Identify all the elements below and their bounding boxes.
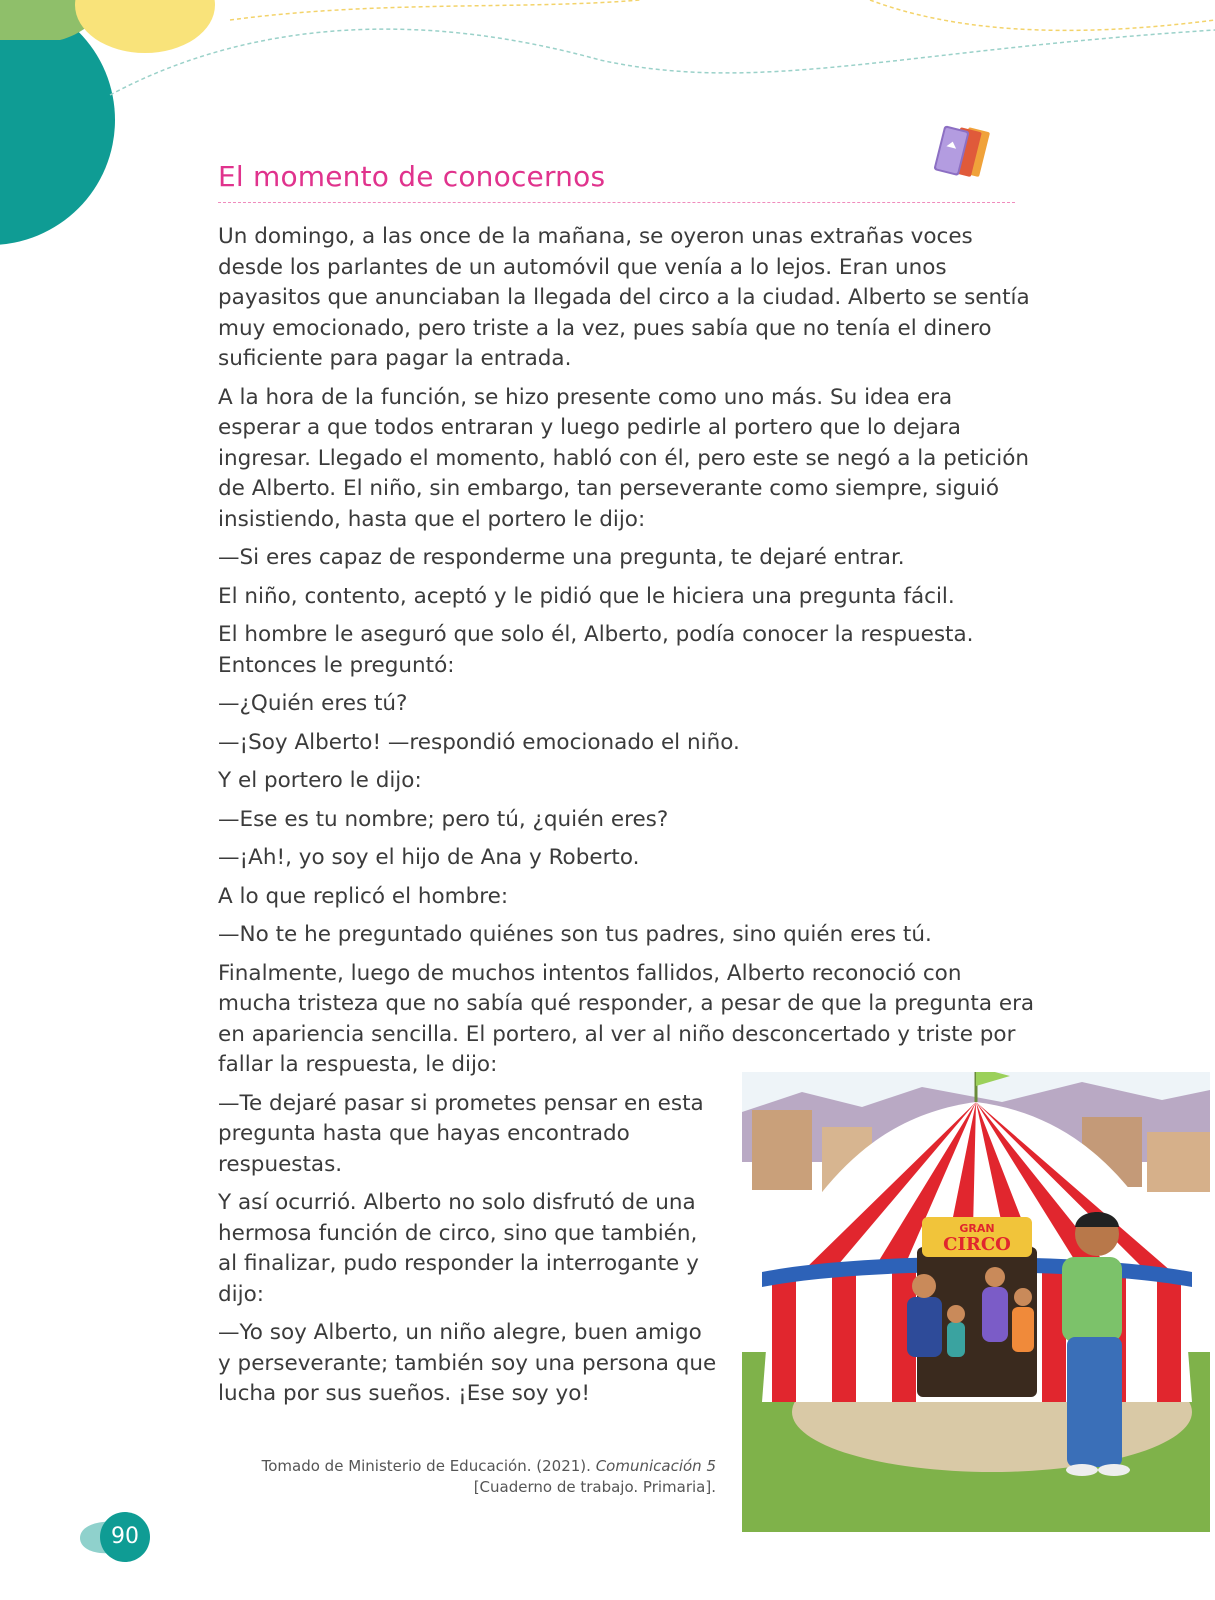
- story-paragraph: —No te he preguntado quiénes son tus padres, sino quién eres tú.: [218, 922, 932, 947]
- story-paragraph: —¿Quién eres tú?: [218, 691, 408, 716]
- story-paragraph: Y así ocurrió. Alberto no solo disfrutó de una hermosa función de circo, sino que también, al finalizar, pudo responder la interrogante y dijo:: [218, 1190, 699, 1307]
- story-paragraph: Un domingo, a las once de la mañana, se oyeron unas extrañas voces desde los parlantes de un automóvil que venía a lo lejos. Eran unos payasitos que anunciaban la llegada del circo a la ciudad. Alberto se sentía muy emocionado, pero triste a la vez, pues sabía que no tenía el dinero suficiente para pagar la entrada.: [218, 224, 1030, 371]
- citation-suffix: [Cuaderno de trabajo. Primaria].: [473, 1478, 716, 1496]
- page-title: El momento de conocernos: [218, 160, 606, 193]
- corner-decoration: [0, 0, 1215, 260]
- circus-illustration: [742, 1072, 1210, 1532]
- books-icon: [928, 124, 1010, 190]
- story-paragraph: Finalmente, luego de muchos intentos fallidos, Alberto reconoció con mucha tristeza que no sabía qué responder, a pesar de que la pregunta era en apariencia sencilla. El portero, al ver al niño desconcertado y triste por fallar la respuesta, le dijo:: [218, 960, 1035, 1077]
- citation-work: Comunicación 5: [595, 1457, 716, 1475]
- story-paragraph: —¡Soy Alberto! —respondió emocionado el niño.: [218, 729, 740, 755]
- citation-prefix: Tomado de Ministerio de Educación. (2021).: [261, 1457, 596, 1475]
- story-paragraph: El hombre le aseguró que solo él, Alberto, podía conocer la respuesta. Entonces le preguntó:: [218, 622, 974, 678]
- story-paragraph: —Yo soy Alberto, un niño alegre, buen amigo y perseverante; también soy una persona que lucha por sus sueños. ¡Ese soy yo!: [218, 1320, 717, 1406]
- circus-sign-bottom: CIRCO: [943, 1234, 1011, 1255]
- story-paragraph: A lo que replicó el hombre:: [218, 883, 509, 909]
- story-paragraph: Y el portero le dijo:: [218, 768, 422, 793]
- page-number: 90: [100, 1512, 150, 1562]
- story-paragraph: A la hora de la función, se hizo presente como uno más. Su idea era esperar a que todos entraran y luego pedirle al portero que lo dejara ingresar. Llegado el momento, habló con él, pero este se negó a la petición de Alberto. El niño, sin embargo, tan perseverante como siempre, siguió insistiendo, hasta que el portero le dijo:: [218, 384, 1030, 532]
- source-citation: [230, 1456, 716, 1498]
- story-paragraph: El niño, contento, aceptó y le pidió que le hiciera una pregunta fácil.: [218, 583, 955, 609]
- story-paragraph: —¡Ah!, yo soy el hijo de Ana y Roberto.: [218, 845, 640, 870]
- title-divider: [218, 202, 1015, 203]
- circus-sign-top: GRAN: [959, 1222, 995, 1235]
- story-paragraph: —Te dejaré pasar si prometes pensar en esta pregunta hasta que hayas encontrado respuestas.: [218, 1090, 704, 1177]
- story-paragraph: —Si eres capaz de responderme una pregunta, te dejaré entrar.: [218, 545, 905, 570]
- story-paragraph: —Ese es tu nombre; pero tú, ¿quién eres?: [218, 806, 669, 832]
